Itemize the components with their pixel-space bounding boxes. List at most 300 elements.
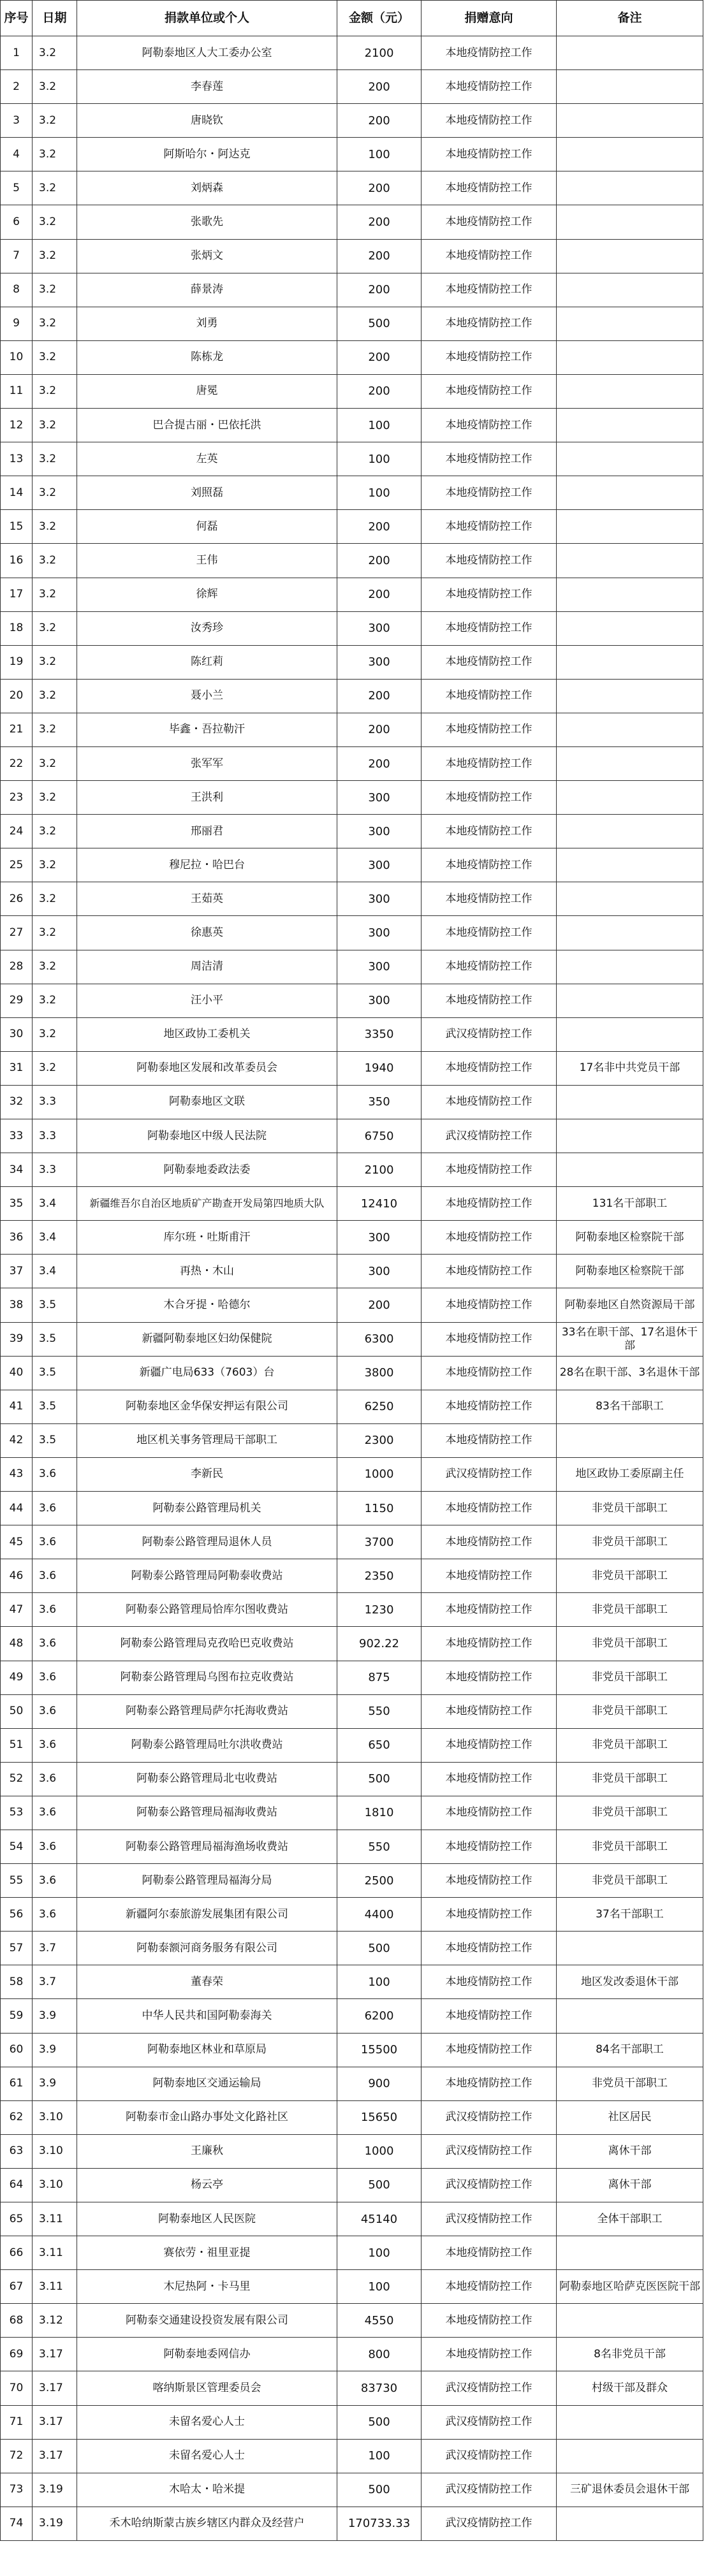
cell-date: 3.2 [33, 544, 77, 578]
cell-amount: 4400 [337, 1898, 422, 1932]
cell-donor: 阿勒泰地区文联 [77, 1085, 337, 1119]
table-row [1, 1051, 703, 1085]
cell-purpose: 武汉疫情防控工作 [422, 2100, 557, 2134]
cell-index: 38 [1, 1288, 33, 1322]
cell-purpose: 本地疫情防控工作 [422, 1694, 557, 1728]
cell-remarks: 非党员干部职工 [557, 1559, 703, 1593]
cell-index: 39 [1, 1322, 33, 1356]
cell-date: 3.6 [33, 1830, 77, 1863]
cell-index: 70 [1, 2371, 33, 2405]
cell-remarks: 83名干部职工 [557, 1390, 703, 1423]
cell-remarks: 非党员干部职工 [557, 1830, 703, 1863]
cell-date: 3.19 [33, 2473, 77, 2507]
cell-amount: 300 [337, 815, 422, 848]
cell-index: 22 [1, 746, 33, 780]
cell-amount: 100 [337, 476, 422, 510]
cell-donor: 阿勒泰公路管理局福海收费站 [77, 1796, 337, 1830]
cell-purpose: 本地疫情防控工作 [422, 544, 557, 578]
cell-remarks [557, 239, 703, 273]
cell-purpose: 本地疫情防控工作 [422, 1085, 557, 1119]
cell-amount: 200 [337, 578, 422, 611]
cell-amount: 100 [337, 138, 422, 171]
cell-amount: 100 [337, 2236, 422, 2270]
cell-purpose: 本地疫情防控工作 [422, 36, 557, 70]
cell-donor: 聂小兰 [77, 679, 337, 713]
cell-index: 66 [1, 2236, 33, 2270]
cell-remarks [557, 611, 703, 645]
cell-donor: 汝秀珍 [77, 611, 337, 645]
cell-remarks [557, 781, 703, 815]
cell-date: 3.2 [33, 984, 77, 1017]
cell-donor: 阿勒泰公路管理局乌图布拉克收费站 [77, 1661, 337, 1694]
col-header-index: 序号 [1, 1, 33, 36]
cell-amount: 83730 [337, 2371, 422, 2405]
cell-date: 3.5 [33, 1322, 77, 1356]
cell-purpose: 本地疫情防控工作 [422, 2304, 557, 2338]
cell-amount: 300 [337, 611, 422, 645]
cell-amount: 200 [337, 544, 422, 578]
cell-amount: 300 [337, 882, 422, 916]
cell-amount: 1810 [337, 1796, 422, 1830]
cell-index: 71 [1, 2405, 33, 2439]
cell-purpose: 本地疫情防控工作 [422, 1593, 557, 1627]
cell-donor: 阿勒泰地区交通运输局 [77, 2067, 337, 2100]
cell-date: 3.3 [33, 1153, 77, 1187]
cell-date: 3.2 [33, 239, 77, 273]
cell-remarks [557, 374, 703, 408]
cell-purpose: 本地疫情防控工作 [422, 645, 557, 679]
cell-date: 3.11 [33, 2236, 77, 2270]
cell-purpose: 本地疫情防控工作 [422, 1051, 557, 1085]
cell-amount: 12410 [337, 1187, 422, 1221]
cell-date: 3.5 [33, 1423, 77, 1457]
cell-index: 50 [1, 1694, 33, 1728]
table-row [1, 2033, 703, 2067]
cell-index: 53 [1, 1796, 33, 1830]
cell-date: 3.2 [33, 611, 77, 645]
cell-donor: 地区机关事务管理局干部职工 [77, 1423, 337, 1457]
table-row [1, 1187, 703, 1221]
cell-date: 3.2 [33, 476, 77, 510]
cell-index: 13 [1, 442, 33, 476]
cell-amount: 6750 [337, 1119, 422, 1153]
cell-date: 3.6 [33, 1864, 77, 1898]
cell-remarks [557, 1153, 703, 1187]
cell-date: 3.2 [33, 781, 77, 815]
cell-amount: 200 [337, 273, 422, 307]
cell-purpose: 武汉疫情防控工作 [422, 1017, 557, 1051]
cell-donor: 阿勒泰公路管理局福海分局 [77, 1864, 337, 1898]
cell-remarks: 非党员干部职工 [557, 1593, 703, 1627]
cell-index: 25 [1, 848, 33, 882]
cell-donor: 阿勒泰地区金华保安押运有限公司 [77, 1390, 337, 1423]
cell-donor: 陈红莉 [77, 645, 337, 679]
cell-amount: 1150 [337, 1492, 422, 1525]
table-row [1, 1796, 703, 1830]
cell-index: 11 [1, 374, 33, 408]
table-row [1, 273, 703, 307]
cell-date: 3.2 [33, 374, 77, 408]
cell-amount: 45140 [337, 2202, 422, 2236]
cell-purpose: 本地疫情防控工作 [422, 1322, 557, 1356]
cell-purpose: 本地疫情防控工作 [422, 1661, 557, 1694]
cell-donor: 阿勒泰地委网信办 [77, 2338, 337, 2371]
cell-index: 16 [1, 544, 33, 578]
table-row [1, 1830, 703, 1863]
cell-remarks [557, 273, 703, 307]
table-row [1, 1965, 703, 1999]
cell-remarks [557, 2236, 703, 2270]
cell-donor: 李新民 [77, 1457, 337, 1491]
cell-date: 3.6 [33, 1559, 77, 1593]
cell-amount: 4550 [337, 2304, 422, 2338]
cell-purpose: 本地疫情防控工作 [422, 1762, 557, 1796]
cell-amount: 200 [337, 713, 422, 746]
cell-purpose: 本地疫情防控工作 [422, 2338, 557, 2371]
cell-index: 46 [1, 1559, 33, 1593]
cell-amount: 550 [337, 1694, 422, 1728]
cell-date: 3.6 [33, 1492, 77, 1525]
cell-donor: 巴合提古丽・巴依托洪 [77, 409, 337, 442]
table-row [1, 544, 703, 578]
cell-index: 2 [1, 70, 33, 104]
cell-purpose: 本地疫情防控工作 [422, 1187, 557, 1221]
cell-amount: 350 [337, 1085, 422, 1119]
cell-date: 3.2 [33, 1051, 77, 1085]
cell-remarks: 阿勒泰地区检察院干部 [557, 1255, 703, 1288]
cell-donor: 毕鑫・吾拉勒汗 [77, 713, 337, 746]
cell-date: 3.2 [33, 510, 77, 544]
cell-date: 3.10 [33, 2134, 77, 2168]
cell-purpose: 本地疫情防控工作 [422, 2270, 557, 2304]
cell-amount: 200 [337, 171, 422, 205]
cell-index: 73 [1, 2473, 33, 2507]
cell-index: 64 [1, 2168, 33, 2202]
cell-remarks: 离休干部 [557, 2134, 703, 2168]
cell-purpose: 本地疫情防控工作 [422, 950, 557, 984]
cell-date: 3.2 [33, 409, 77, 442]
cell-index: 58 [1, 1965, 33, 1999]
cell-date: 3.2 [33, 307, 77, 340]
cell-amount: 550 [337, 1830, 422, 1863]
cell-amount: 200 [337, 679, 422, 713]
cell-amount: 1000 [337, 1457, 422, 1491]
table-row [1, 1593, 703, 1627]
cell-remarks: 84名干部职工 [557, 2033, 703, 2067]
cell-date: 3.2 [33, 882, 77, 916]
cell-remarks [557, 205, 703, 239]
cell-amount: 500 [337, 2405, 422, 2439]
cell-amount: 2100 [337, 36, 422, 70]
cell-purpose: 本地疫情防控工作 [422, 2033, 557, 2067]
cell-purpose: 本地疫情防控工作 [422, 70, 557, 104]
cell-amount: 6300 [337, 1322, 422, 1356]
cell-date: 3.5 [33, 1288, 77, 1322]
cell-amount: 3800 [337, 1356, 422, 1390]
cell-remarks [557, 70, 703, 104]
cell-remarks [557, 2507, 703, 2540]
cell-index: 32 [1, 1085, 33, 1119]
cell-purpose: 本地疫情防控工作 [422, 1153, 557, 1187]
cell-purpose: 本地疫情防控工作 [422, 340, 557, 374]
cell-amount: 300 [337, 645, 422, 679]
cell-amount: 200 [337, 239, 422, 273]
table-header-row [1, 1, 703, 36]
table-row [1, 1221, 703, 1255]
cell-remarks: 8名非党员干部 [557, 2338, 703, 2371]
cell-donor: 阿勒泰公路管理局恰库尔图收费站 [77, 1593, 337, 1627]
table-row [1, 916, 703, 950]
cell-amount: 650 [337, 1728, 422, 1762]
cell-amount: 200 [337, 104, 422, 138]
cell-purpose: 本地疫情防控工作 [422, 882, 557, 916]
cell-index: 48 [1, 1627, 33, 1661]
cell-index: 34 [1, 1153, 33, 1187]
cell-purpose: 本地疫情防控工作 [422, 1932, 557, 1965]
cell-index: 27 [1, 916, 33, 950]
cell-purpose: 本地疫情防控工作 [422, 239, 557, 273]
cell-purpose: 本地疫情防控工作 [422, 409, 557, 442]
cell-donor: 新疆阿尔泰旅游发展集团有限公司 [77, 1898, 337, 1932]
cell-remarks: 非党员干部职工 [557, 1694, 703, 1728]
cell-purpose: 本地疫情防控工作 [422, 1255, 557, 1288]
cell-date: 3.6 [33, 1728, 77, 1762]
table-row [1, 2100, 703, 2134]
cell-remarks: 非党员干部职工 [557, 1492, 703, 1525]
cell-date: 3.19 [33, 2507, 77, 2540]
cell-donor: 王廉秋 [77, 2134, 337, 2168]
cell-remarks [557, 1423, 703, 1457]
table-row [1, 2507, 703, 2540]
cell-date: 3.2 [33, 205, 77, 239]
cell-donor: 阿勒泰地区中级人民法院 [77, 1119, 337, 1153]
cell-date: 3.12 [33, 2304, 77, 2338]
cell-purpose: 本地疫情防控工作 [422, 171, 557, 205]
cell-index: 21 [1, 713, 33, 746]
cell-date: 3.2 [33, 442, 77, 476]
table-row [1, 2371, 703, 2405]
cell-remarks [557, 882, 703, 916]
cell-index: 44 [1, 1492, 33, 1525]
table-row [1, 713, 703, 746]
cell-index: 72 [1, 2439, 33, 2473]
table-row [1, 1085, 703, 1119]
cell-remarks [557, 510, 703, 544]
cell-remarks [557, 1085, 703, 1119]
cell-remarks [557, 645, 703, 679]
cell-donor: 新疆阿勒泰地区妇幼保健院 [77, 1322, 337, 1356]
cell-donor: 董春荣 [77, 1965, 337, 1999]
cell-amount: 2300 [337, 1423, 422, 1457]
cell-purpose: 本地疫情防控工作 [422, 442, 557, 476]
col-header-donor: 捐款单位或个人 [77, 1, 337, 36]
table-row [1, 239, 703, 273]
cell-purpose: 武汉疫情防控工作 [422, 2168, 557, 2202]
cell-index: 17 [1, 578, 33, 611]
cell-index: 23 [1, 781, 33, 815]
cell-remarks: 离休干部 [557, 2168, 703, 2202]
cell-amount: 500 [337, 1762, 422, 1796]
table-row [1, 1661, 703, 1694]
cell-date: 3.7 [33, 1965, 77, 1999]
cell-index: 51 [1, 1728, 33, 1762]
table-row [1, 171, 703, 205]
cell-date: 3.2 [33, 104, 77, 138]
cell-remarks [557, 950, 703, 984]
table-row [1, 2405, 703, 2439]
cell-index: 12 [1, 409, 33, 442]
cell-remarks: 非党员干部职工 [557, 1762, 703, 1796]
table-row [1, 1356, 703, 1390]
cell-remarks: 地区政协工委原副主任 [557, 1457, 703, 1491]
cell-purpose: 本地疫情防控工作 [422, 1492, 557, 1525]
cell-date: 3.11 [33, 2202, 77, 2236]
cell-donor: 禾木哈纳斯蒙古族乡辖区内群众及经营户 [77, 2507, 337, 2540]
cell-donor: 阿勒泰公路管理局吐尔洪收费站 [77, 1728, 337, 1762]
cell-remarks: 非党员干部职工 [557, 1864, 703, 1898]
cell-index: 67 [1, 2270, 33, 2304]
cell-remarks [557, 848, 703, 882]
cell-amount: 300 [337, 950, 422, 984]
table-row [1, 2270, 703, 2304]
cell-remarks: 17名非中共党员干部 [557, 1051, 703, 1085]
cell-remarks [557, 2304, 703, 2338]
col-header-remarks: 备注 [557, 1, 703, 36]
cell-purpose: 本地疫情防控工作 [422, 1356, 557, 1390]
cell-remarks: 28名在职干部、3名退休干部 [557, 1356, 703, 1390]
cell-amount: 200 [337, 70, 422, 104]
cell-purpose: 本地疫情防控工作 [422, 984, 557, 1017]
table-row [1, 70, 703, 104]
table-row [1, 409, 703, 442]
cell-date: 3.6 [33, 1457, 77, 1491]
cell-purpose: 武汉疫情防控工作 [422, 2507, 557, 2540]
table-row [1, 2168, 703, 2202]
table-row [1, 476, 703, 510]
table-row [1, 2473, 703, 2507]
cell-index: 28 [1, 950, 33, 984]
cell-amount: 200 [337, 205, 422, 239]
cell-remarks [557, 746, 703, 780]
cell-index: 3 [1, 104, 33, 138]
cell-index: 33 [1, 1119, 33, 1153]
cell-remarks [557, 2405, 703, 2439]
cell-purpose: 本地疫情防控工作 [422, 1423, 557, 1457]
cell-date: 3.2 [33, 645, 77, 679]
cell-date: 3.10 [33, 2168, 77, 2202]
cell-amount: 300 [337, 916, 422, 950]
col-header-amount: 金额（元） [337, 1, 422, 36]
cell-donor: 再热・木山 [77, 1255, 337, 1288]
cell-purpose: 武汉疫情防控工作 [422, 1457, 557, 1491]
cell-remarks: 非党员干部职工 [557, 1525, 703, 1559]
cell-index: 45 [1, 1525, 33, 1559]
cell-amount: 100 [337, 2439, 422, 2473]
cell-remarks: 全体干部职工 [557, 2202, 703, 2236]
table-row [1, 374, 703, 408]
table-row [1, 2134, 703, 2168]
cell-date: 3.2 [33, 70, 77, 104]
cell-remarks [557, 984, 703, 1017]
cell-donor: 张歌先 [77, 205, 337, 239]
cell-index: 9 [1, 307, 33, 340]
cell-amount: 200 [337, 1288, 422, 1322]
cell-amount: 300 [337, 848, 422, 882]
cell-donor: 阿勒泰公路管理局克孜哈巴克收费站 [77, 1627, 337, 1661]
table-row [1, 2202, 703, 2236]
cell-donor: 邢丽君 [77, 815, 337, 848]
cell-amount: 3350 [337, 1017, 422, 1051]
cell-date: 3.6 [33, 1694, 77, 1728]
cell-index: 61 [1, 2067, 33, 2100]
cell-date: 3.6 [33, 1762, 77, 1796]
cell-remarks: 阿勒泰地区哈萨克医医院干部 [557, 2270, 703, 2304]
cell-purpose: 本地疫情防控工作 [422, 746, 557, 780]
cell-purpose: 武汉疫情防控工作 [422, 2473, 557, 2507]
cell-index: 1 [1, 36, 33, 70]
cell-purpose: 本地疫情防控工作 [422, 1864, 557, 1898]
cell-donor: 木尼热阿・卡马里 [77, 2270, 337, 2304]
cell-date: 3.2 [33, 1017, 77, 1051]
cell-date: 3.2 [33, 36, 77, 70]
cell-date: 3.17 [33, 2338, 77, 2371]
table-row [1, 1694, 703, 1728]
cell-index: 37 [1, 1255, 33, 1288]
cell-purpose: 本地疫情防控工作 [422, 1221, 557, 1255]
cell-donor: 阿勒泰公路管理局阿勒泰收费站 [77, 1559, 337, 1593]
cell-remarks: 131名干部职工 [557, 1187, 703, 1221]
cell-purpose: 本地疫情防控工作 [422, 1288, 557, 1322]
cell-donor: 刘炳森 [77, 171, 337, 205]
cell-donor: 唐冕 [77, 374, 337, 408]
cell-remarks [557, 1119, 703, 1153]
cell-amount: 100 [337, 2270, 422, 2304]
cell-date: 3.7 [33, 1932, 77, 1965]
cell-purpose: 武汉疫情防控工作 [422, 2202, 557, 2236]
cell-amount: 2350 [337, 1559, 422, 1593]
table-row [1, 2067, 703, 2100]
cell-amount: 500 [337, 2168, 422, 2202]
cell-purpose: 本地疫情防控工作 [422, 1999, 557, 2033]
table-row [1, 1423, 703, 1457]
table-row [1, 442, 703, 476]
cell-purpose: 武汉疫情防控工作 [422, 1119, 557, 1153]
cell-date: 3.2 [33, 138, 77, 171]
cell-amount: 300 [337, 1221, 422, 1255]
cell-date: 3.3 [33, 1119, 77, 1153]
cell-date: 3.2 [33, 171, 77, 205]
table-row [1, 950, 703, 984]
table-row [1, 1153, 703, 1187]
table-row [1, 1390, 703, 1423]
cell-index: 69 [1, 2338, 33, 2371]
cell-remarks [557, 1017, 703, 1051]
table-row [1, 1525, 703, 1559]
cell-purpose: 本地疫情防控工作 [422, 205, 557, 239]
cell-donor: 阿勒泰地区人大工委办公室 [77, 36, 337, 70]
table-row [1, 1864, 703, 1898]
cell-donor: 何磊 [77, 510, 337, 544]
cell-donor: 阿勒泰交通建设投资发展有限公司 [77, 2304, 337, 2338]
cell-donor: 库尔班・吐斯甫汗 [77, 1221, 337, 1255]
cell-donor: 张军军 [77, 746, 337, 780]
col-header-purpose: 捐赠意向 [422, 1, 557, 36]
cell-amount: 100 [337, 442, 422, 476]
cell-index: 10 [1, 340, 33, 374]
cell-donor: 阿勒泰地委政法委 [77, 1153, 337, 1187]
cell-amount: 2100 [337, 1153, 422, 1187]
cell-donor: 唐晓钦 [77, 104, 337, 138]
